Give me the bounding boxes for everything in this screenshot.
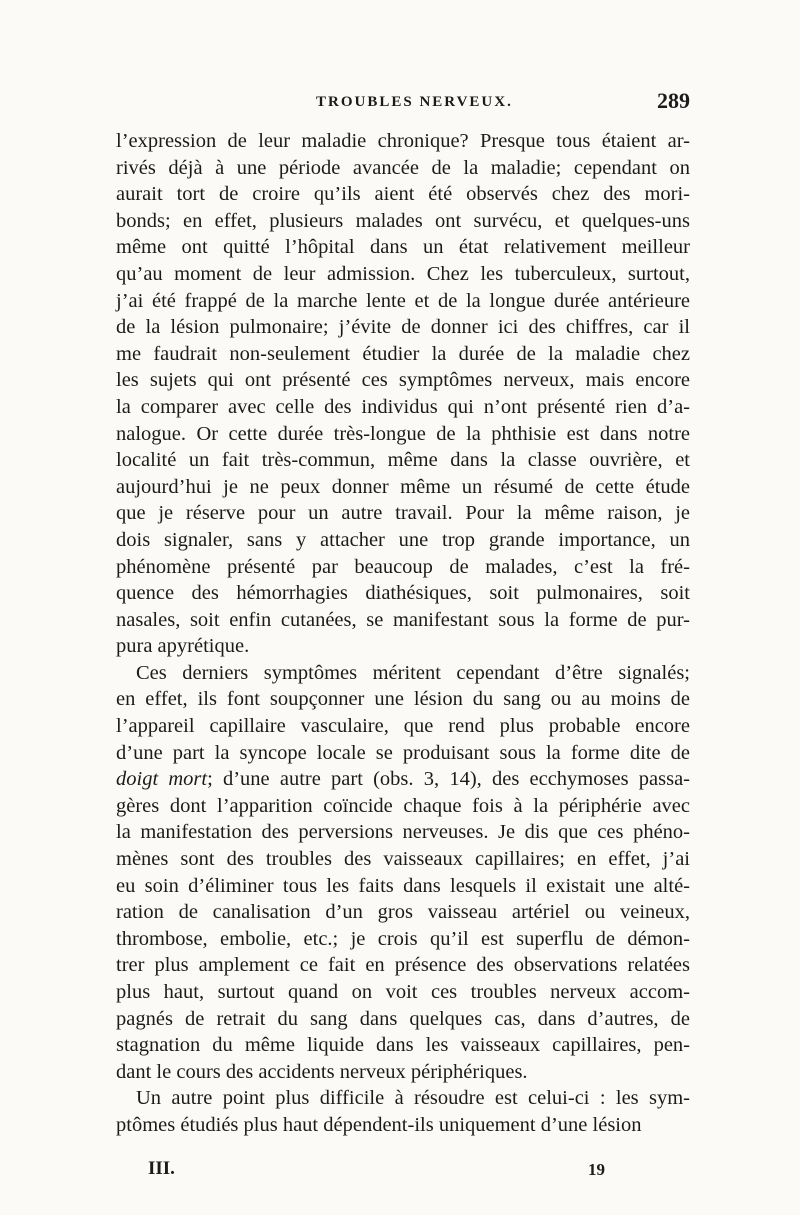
text-line: dois signaler, sans y attacher une trop grande importance, un <box>116 528 690 551</box>
text-line: gères dont l’apparition coïncide chaque fois à la périphérie avec <box>116 794 690 817</box>
text-line: pura apyrétique. <box>116 635 250 658</box>
page-number: 289 <box>657 88 690 113</box>
text-line: me faudrait non-seulement étudier la durée de la maladie chez <box>116 342 690 365</box>
text-line: phénomène présenté par beaucoup de malades, c’est la fré- <box>116 555 690 578</box>
text-line: trer plus amplement ce fait en présence des observations relatées <box>116 954 690 977</box>
paragraph <box>116 128 690 660</box>
text-line: en effet, ils font soupçonner une lésion du sang ou au moins de <box>116 688 690 711</box>
text-line: localité un fait très-commun, même dans la classe ouvrière, et <box>116 449 690 472</box>
page-footer <box>116 1158 690 1184</box>
text-line: qu’au moment de leur admission. Chez les tuberculeux, surtout, <box>116 262 690 285</box>
text-line: aurait tort de croire qu’ils aient été observés chez des mori- <box>116 183 690 206</box>
text-line: ration de canalisation d’un gros vaisseau artériel ou veineux, <box>116 901 690 924</box>
text-line: nalogue. Or cette durée très-longue de la phthisie est dans notre <box>116 422 690 445</box>
text-line: ptômes étudiés plus haut dépendent-ils uniquement d’une lésion <box>116 1113 642 1136</box>
text-line: d’une part la syncope locale se produisant sous la forme dite de <box>116 741 690 764</box>
text-line: pagnés de retrait du sang dans quelques cas, dans d’autres, de <box>116 1007 690 1030</box>
text-line: les sujets qui ont présenté ces symptômes nerveux, mais encore <box>116 369 690 392</box>
body-text <box>116 128 690 1139</box>
text-line: la comparer avec celle des individus qui n’ont présenté rien d’a- <box>116 395 690 418</box>
paragraph <box>116 660 690 1086</box>
text-line: j’ai été frappé de la marche lente et de la longue durée antérieure <box>116 289 690 312</box>
text-line: Un autre point plus difficile à résoudre est celui-ci : les sym- <box>136 1087 690 1110</box>
text-line: la manifestation des perversions nerveuses. Je dis que ces phéno- <box>116 821 690 844</box>
signature-number: 19 <box>588 1160 605 1179</box>
paragraph <box>116 1085 690 1138</box>
text-line: rivés déjà à une période avancée de la maladie; cependant on <box>116 156 690 179</box>
text-line: de la lésion pulmonaire; j’évite de donner ici des chiffres, car il <box>116 316 690 339</box>
text-line: nasales, soit enfin cutanées, se manifestant sous la forme de pur- <box>116 608 690 631</box>
volume-mark: III. <box>148 1158 175 1179</box>
italic-term: doigt mort <box>116 768 208 791</box>
text-line: même ont quitté l’hôpital dans un état relativement meilleur <box>116 236 690 259</box>
text-line: aujourd’hui je ne peux donner même un résumé de cette étude <box>116 475 690 498</box>
text-line: mènes sont des troubles des vaisseaux capillaires; en effet, j’ai <box>116 848 690 871</box>
running-title: TROUBLES NERVEUX. <box>316 94 513 110</box>
text-line: bonds; en effet, plusieurs malades ont survécu, et quelques-uns <box>116 209 690 232</box>
text-line: l’appareil capillaire vasculaire, que rend plus probable encore <box>116 715 690 738</box>
text-line: dant le cours des accidents nerveux périphériques. <box>116 1060 528 1083</box>
text-line: que je réserve pour un autre travail. Pour la même raison, je <box>116 502 690 525</box>
text-line: thrombose, embolie, etc.; je crois qu’il est superflu de démon- <box>116 927 690 950</box>
text-line: doigt mort; d’une autre part (obs. 3, 14), des ecchymoses passa- <box>116 768 690 791</box>
text-line: eu soin d’éliminer tous les faits dans lesquels il existait une alté- <box>116 874 690 897</box>
running-header <box>116 88 690 118</box>
text-line: l’expression de leur maladie chronique? Presque tous étaient ar- <box>116 130 690 152</box>
text-line: plus haut, surtout quand on voit ces troubles nerveux accom- <box>116 981 690 1003</box>
text-line: Ces derniers symptômes méritent cependant d’être signalés; <box>136 661 690 684</box>
text-line: stagnation du même liquide dans les vaisseaux capillaires, pen- <box>116 1034 690 1057</box>
text-line: quence des hémorrhagies diathésiques, soit pulmonaires, soit <box>116 582 690 605</box>
